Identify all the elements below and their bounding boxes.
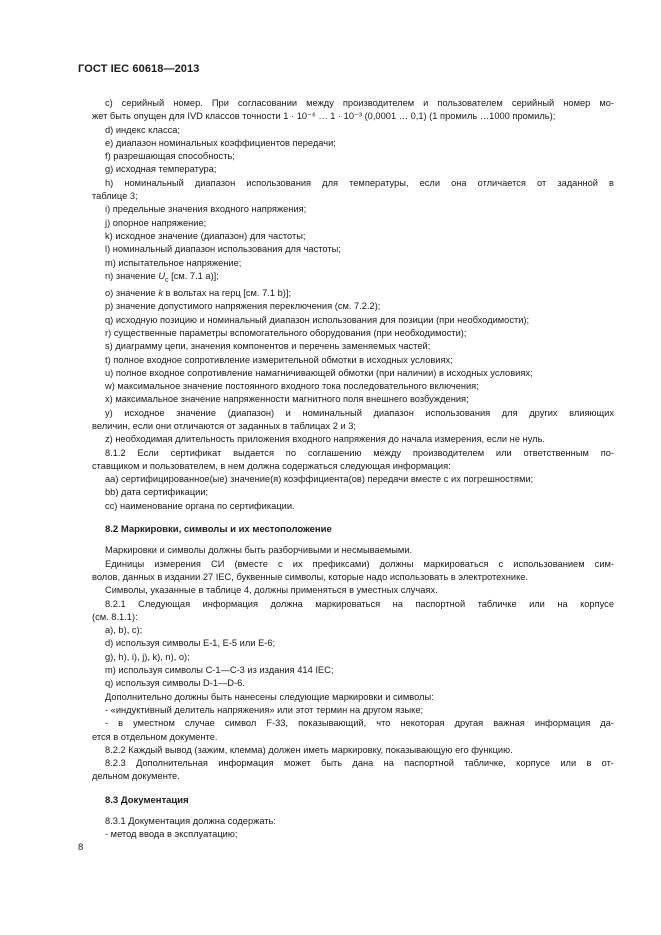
text-line: е) диапазон номинальных коэффициентов передачи; [105,137,336,148]
text-line: ется в отдельном документе. [92,731,218,742]
text-line: s) диаграмму цепи, значения компонентов и перечень заменяемых частей; [105,341,431,352]
text-line: w) максимальное значение постоянного входного тока последовательного включения; [105,381,479,392]
section-heading-8-2: 8.2 Маркировки, символы и их местоположение [105,524,332,536]
list-item-n: n) значение $U_c$ [см. 7.1 а)]; [105,270,219,284]
text-line: z) необходимая длительность приложения входного напряжения до начала измерения, если не нуль. [105,434,546,445]
page-number: 8 [78,842,84,853]
text-line: Маркировки и символы должны быть разборчивыми и несмываемыми. [105,545,413,556]
text-line: m) испытательное напряжение; [105,257,242,268]
text-line: аа) сертифицированное(ые) значение(я) коэффициента(ов) передачи вместе с их погрешностями; [105,474,534,485]
text-line: 8.2.3 Дополнительная информация может быть дана на паспортной табличке, корпусе или в от- [105,758,614,769]
text-line: f) разрешающая способность; [105,151,235,162]
text-line: u) полное входное сопротивление намагничивающей обмотки (при наличии) в исходных условиях; [105,367,533,378]
text-line: r) существенные параметры вспомогательного оборудования (при необходимости); [105,327,467,338]
text-line: d) индекс класса; [105,124,180,135]
text-line: а), b), с); [105,625,143,636]
text-line: l) номинальный диапазон использования для частоты; [105,244,341,255]
text-line: 8.3.1 Документация должна содержать: [105,816,276,826]
text-line: таблице 3; [92,191,138,202]
document-header: ГОСТ IEC 60618—2013 [78,63,200,75]
text-line: 8.1.2 Если сертификат выдается по соглашению между производителем или ответственным по- [105,447,614,458]
text-line: х) максимальное значение напряженности магнитного поля внешнего возбуждения; [105,394,469,405]
text-line: с) серийный номер. При согласовании между производителем и пользователем серийный номер мо- [105,98,614,108]
text-line: у) исходное значение (диапазон) и номинальный диапазон использования для других влияющих [105,407,614,418]
item-list-part-2 [92,300,614,513]
text-line: k) исходное значение (диапазон) для частоты; [105,230,306,241]
text-line: bb) дата сертификации; [105,487,209,498]
document-body [92,97,614,842]
text-line: - «индуктивный делитель напряжения» или этот термин на другом языке; [105,704,424,715]
text-line: i) предельные значения входного напряжения; [105,204,307,215]
text-line: величин, если они отличаются от заданных в таблицах 2 и 3; [92,420,356,431]
text-line: - в уместном случае символ F-33, показывающий, что некоторая другая важная информация да- [105,718,614,729]
text-line: - метод ввода в эксплуатацию; [105,829,238,840]
section-8-2-body [92,544,614,783]
text-line: сс) наименование органа по сертификации. [105,500,295,511]
text-line: g), h), i), j), k), n), о); [105,651,190,662]
text-line: d) используя символы Е-1, Е-5 или Е-6; [105,638,276,649]
text-line: Дополнительно должны быть нанесены следующие маркировки и символы: [105,691,434,702]
text-line: Единицы измерения СИ (вместе с их префиксами) должны маркироваться с использованием сим- [105,558,614,569]
text-line: жет быть опущен для IVD классов точности 1 · 10⁻⁶ … 1 · 10⁻³ (0,0001 … 0,1) (1 промиль …1000 промиль); [92,111,556,122]
text-line: (см. 8.1.1): [92,611,138,622]
text-line: волов, данных в издании 27 IEC, буквенные символы, которые надо использовать в электротехнике. [92,571,529,582]
section-heading-8-3: 8.3 Документация [105,794,189,806]
text-line: ставщиком и пользователем, в нем должна содержаться следующая информация: [92,460,451,471]
text-line: j) опорное напряжение; [105,217,207,228]
text-line: р) значение допустимого напряжения переключения (см. 7.2.2); [105,301,381,312]
text-line: q) используя символы D-1—D-6. [105,678,245,689]
text-line: t) полное входное сопротивление измерительной обмотки в исходных условиях; [105,354,453,365]
text-line: Символы, указанные в таблице 4, должны применяться в уместных случаях. [105,585,438,596]
text-line: m) используя символы С-1—С-3 из издания 414 IEC; [105,665,334,676]
text-line: дельном документе. [92,771,180,782]
list-item-o: о) значение k в вольтах на герц [см. 7.1 b)]; [105,288,292,299]
item-list-part-1 [92,97,614,270]
section-8-3-body [92,815,614,842]
text-line: g) исходная температура; [105,164,217,175]
text-line: 8.2.1 Следующая информация должна маркироваться на паспортной табличке или на корпусе [105,598,614,609]
text-line: 8.2.2 Каждый вывод (зажим, клемма) должен иметь маркировку, показывающую его функцию. [105,744,513,755]
text-line: q) исходную позицию и номинальный диапазон использования для позиции (при необходимости); [105,314,530,325]
text-line: h) номинальный диапазон использования для температуры, если она отличается от заданной в [105,177,614,188]
